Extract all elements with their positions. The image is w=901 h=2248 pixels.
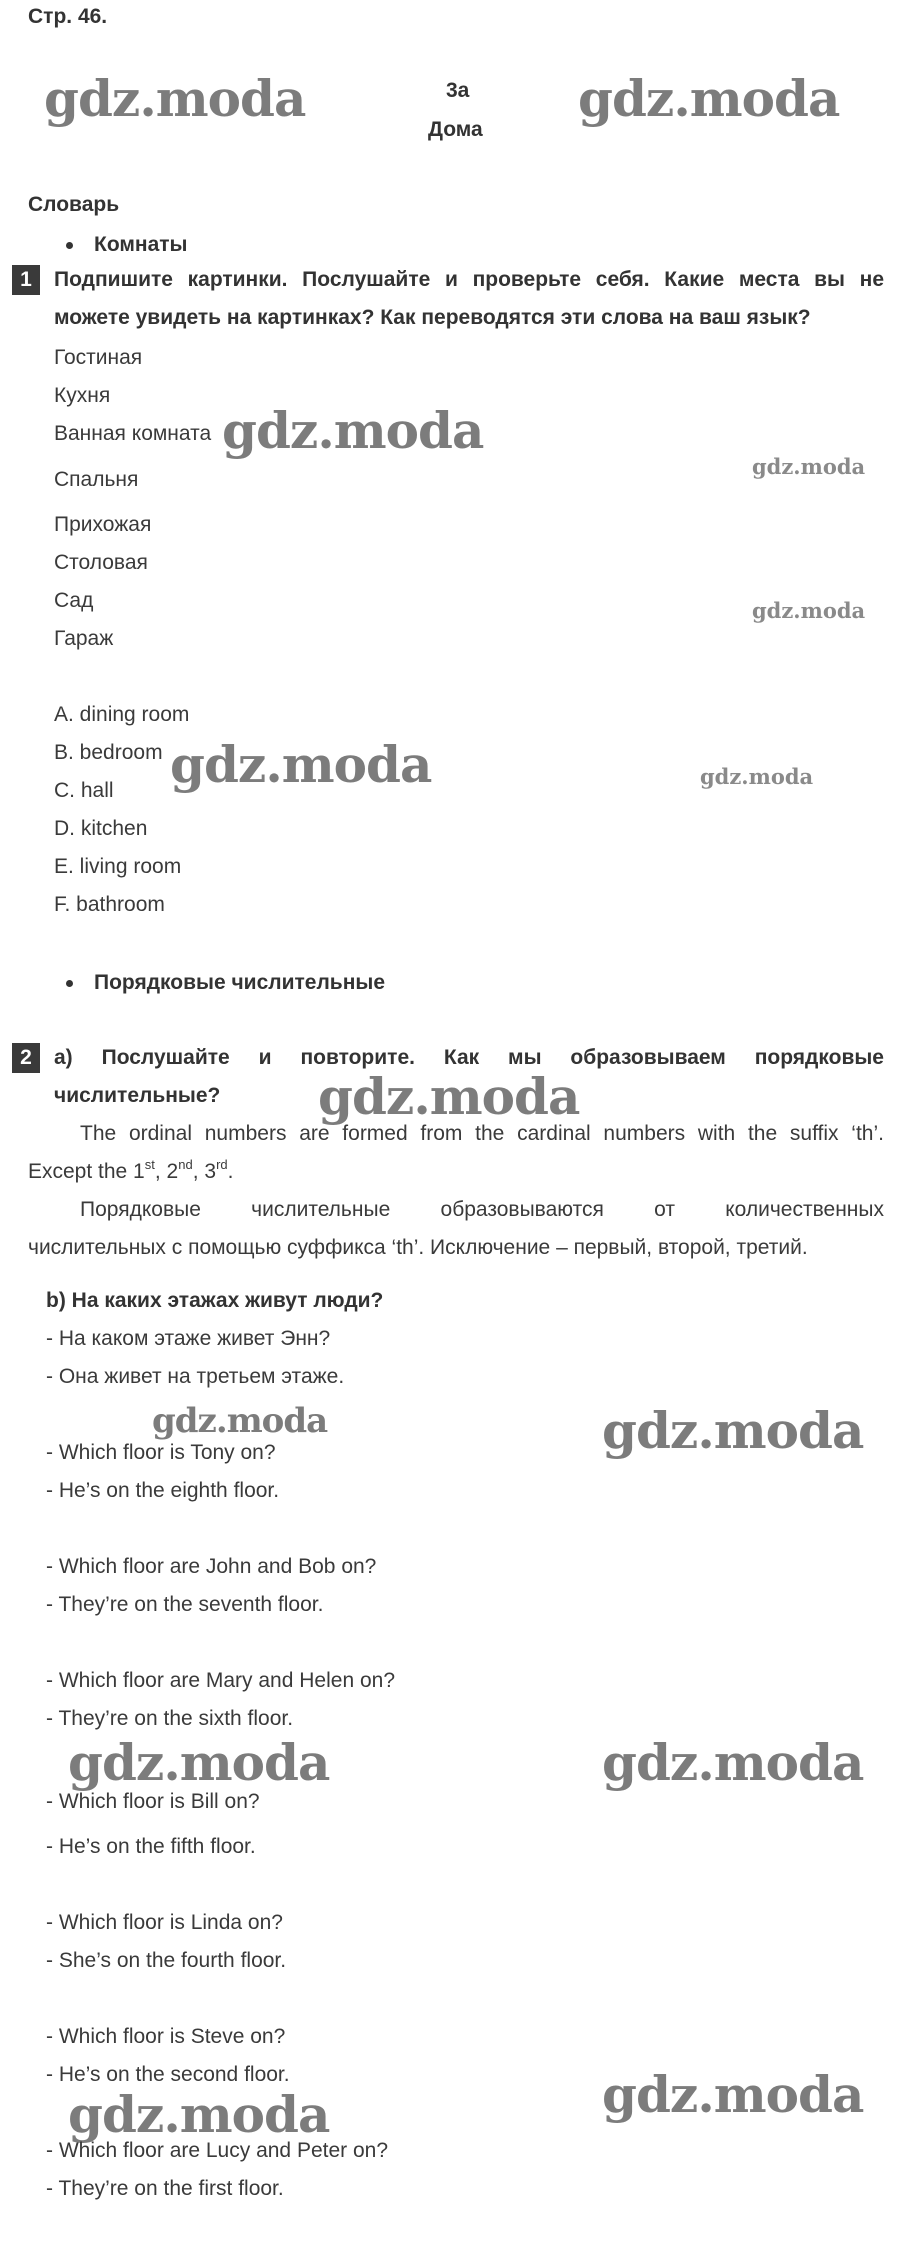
list-item: Сад bbox=[54, 589, 94, 612]
watermark: gdz.moda bbox=[602, 1401, 864, 1460]
word: a) bbox=[54, 1046, 73, 1069]
exercise-1-number: 1 bbox=[12, 265, 40, 295]
list-item: Столовая bbox=[54, 551, 148, 574]
list-item: A. dining room bbox=[54, 703, 190, 726]
watermark: gdz.moda bbox=[68, 1733, 330, 1792]
english-explanation-line1: The ordinal numbers are formed from the cardinal numbers with the suffix ‘th’. bbox=[80, 1122, 884, 1145]
exercise-2-number: 2 bbox=[12, 1043, 40, 1073]
exercise-1-instruction-line2: можете увидеть на картинках? Как переводятся эти слова на ваш язык? bbox=[54, 306, 811, 329]
dialog-line: - Which floor is Bill on? bbox=[46, 1790, 260, 1813]
watermark: gdz.moda bbox=[602, 2065, 864, 2124]
list-item: D. kitchen bbox=[54, 817, 148, 840]
list-item: Гостиная bbox=[54, 346, 143, 369]
exercise-2b-heading: b) На каких этажах живут люди? bbox=[46, 1289, 384, 1312]
watermark: gdz.moda bbox=[152, 1401, 328, 1441]
dialog-line: - Which floor is Tony on? bbox=[46, 1441, 276, 1464]
list-item: Ванная комната bbox=[54, 422, 212, 445]
dialog-line: - Which floor are John and Bob on? bbox=[46, 1555, 377, 1578]
word: и bbox=[258, 1046, 272, 1069]
word: образовываем bbox=[570, 1046, 726, 1069]
dialog-line: - He’s on the second floor. bbox=[46, 2063, 290, 2086]
bullet-ordinals: Порядковые числительные bbox=[94, 968, 385, 998]
watermark: gdz.moda bbox=[170, 735, 432, 794]
dialog-line: - Which floor are Lucy and Peter on? bbox=[46, 2139, 389, 2162]
watermark: gdz.moda bbox=[752, 598, 866, 623]
vocabulary-heading: Словарь bbox=[28, 193, 120, 216]
list-item: F. bathroom bbox=[54, 893, 165, 916]
dialog-line: - They’re on the first floor. bbox=[46, 2177, 284, 2200]
dialog-line: - He’s on the eighth floor. bbox=[46, 1479, 280, 1502]
section-code: 3a bbox=[446, 79, 470, 102]
dialog-line: - He’s on the fifth floor. bbox=[46, 1835, 256, 1858]
dialog-line: - Which floor are Mary and Helen on? bbox=[46, 1669, 395, 1692]
list-item: Прихожая bbox=[54, 513, 152, 536]
dialog-line: - They’re on the sixth floor. bbox=[46, 1707, 294, 1730]
watermark: gdz.moda bbox=[68, 2085, 330, 2144]
page-reference: Стр. 46. bbox=[28, 5, 108, 28]
russian-explanation-line1: Порядковые числительные образовываются от количественных bbox=[80, 1198, 884, 1221]
watermark: gdz.moda bbox=[602, 1733, 864, 1792]
exercise-2a-instruction-line1 bbox=[54, 1043, 884, 1073]
word: Как bbox=[443, 1046, 480, 1069]
exercise-1-instruction-line1: Подпишите картинки. Послушайте и проверьте себя. Какие места вы не bbox=[54, 268, 884, 291]
watermark: gdz.moda bbox=[318, 1067, 580, 1126]
list-item: Гараж bbox=[54, 627, 114, 650]
bullet-rooms: Комнаты bbox=[94, 230, 188, 260]
dialog-line: - They’re on the seventh floor. bbox=[46, 1593, 324, 1616]
section-title: Дома bbox=[428, 118, 483, 141]
watermark: gdz.moda bbox=[578, 69, 840, 128]
watermark: gdz.moda bbox=[752, 454, 866, 479]
list-item: E. living room bbox=[54, 855, 182, 878]
list-item: Спальня bbox=[54, 468, 139, 491]
word: мы bbox=[508, 1046, 542, 1069]
watermark: gdz.moda bbox=[700, 764, 814, 789]
exercise-2a-instruction-line2: числительные? bbox=[54, 1084, 221, 1107]
dialog-line: - Which floor is Linda on? bbox=[46, 1911, 283, 1934]
dialog-line: - Она живет на третьем этаже. bbox=[46, 1365, 345, 1388]
word: порядковые bbox=[754, 1046, 884, 1069]
dialog-line: - She’s on the fourth floor. bbox=[46, 1949, 287, 1972]
english-explanation-line2: Except the 1st, 2nd, 3rd. bbox=[28, 1157, 234, 1183]
dialog-line: - Which floor is Steve on? bbox=[46, 2025, 286, 2048]
russian-explanation-line2: числительных с помощью суффикса ‘th’. Исключение – первый, второй, третий. bbox=[28, 1236, 808, 1259]
list-item: C. hall bbox=[54, 779, 114, 802]
dialog-line: - На каком этаже живет Энн? bbox=[46, 1327, 331, 1350]
word: Послушайте bbox=[101, 1046, 230, 1069]
watermark: gdz.moda bbox=[222, 401, 484, 460]
word: повторите. bbox=[300, 1046, 415, 1069]
list-item: Кухня bbox=[54, 384, 111, 407]
list-item: B. bedroom bbox=[54, 741, 163, 764]
watermark: gdz.moda bbox=[44, 69, 306, 128]
